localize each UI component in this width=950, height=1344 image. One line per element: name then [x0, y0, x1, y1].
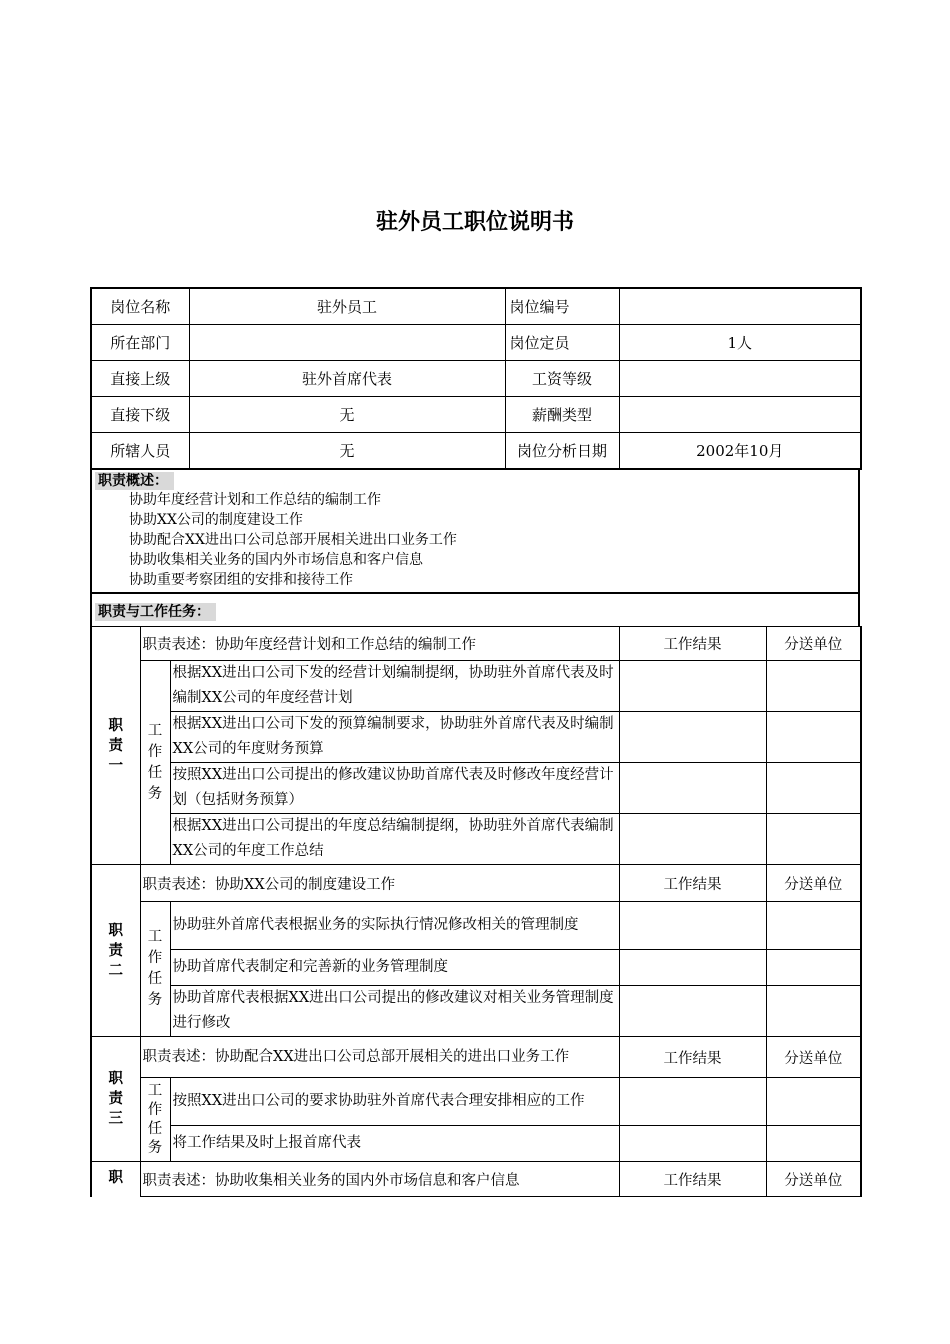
task-dest-cell	[766, 986, 861, 1037]
task-row	[91, 712, 861, 763]
duties-table	[90, 626, 862, 1197]
label-headcount: 岗位定员	[505, 325, 619, 361]
task-item: 根据XX进出口公司下发的预算编制要求，协助驻外首席代表及时编制XX公司的年度财务预算	[170, 712, 619, 763]
duty-2-desc: 职责表述：协助XX公司的制度建设工作	[140, 865, 619, 902]
label-direct-superior: 直接上级	[91, 361, 189, 397]
work-result-header: 工作结果	[619, 865, 766, 902]
label-position-name: 岗位名称	[91, 288, 189, 325]
task-result-cell	[619, 814, 766, 865]
task-item: 根据XX进出口公司下发的经营计划编制提纲，协助驻外首席代表及时编制XX公司的年度经营计划	[170, 661, 619, 712]
duty-row	[91, 627, 861, 661]
task-item: 将工作结果及时上报首席代表	[170, 1126, 619, 1162]
distribution-header: 分送单位	[766, 865, 861, 902]
value-analysis-date: 2002年10月	[619, 433, 861, 470]
value-headcount: 1人	[619, 325, 861, 361]
label-department: 所在部门	[91, 325, 189, 361]
task-item: 按照XX进出口公司提出的修改建议协助首席代表及时修改年度经营计划（包括财务预算）	[170, 763, 619, 814]
task-row	[91, 986, 861, 1037]
task-result-cell	[619, 661, 766, 712]
duty-3-task-label: 工 作 任 务	[140, 1078, 170, 1162]
task-row	[91, 661, 861, 712]
duty-4-label: 职	[91, 1162, 140, 1197]
label-analysis-date: 岗位分析日期	[505, 433, 619, 470]
duty-row	[91, 1162, 861, 1197]
task-result-cell	[619, 902, 766, 950]
value-position-name: 驻外员工	[189, 288, 505, 325]
duties-section-header	[90, 594, 860, 626]
distribution-header: 分送单位	[766, 1037, 861, 1078]
task-dest-cell	[766, 950, 861, 986]
duty-1-label: 职 责 一	[91, 627, 140, 865]
task-item: 协助首席代表制定和完善新的业务管理制度	[170, 950, 619, 986]
task-row	[91, 950, 861, 986]
info-row	[91, 288, 861, 325]
task-row	[91, 902, 861, 950]
task-result-cell	[619, 712, 766, 763]
task-row	[91, 1126, 861, 1162]
task-dest-cell	[766, 814, 861, 865]
info-row	[91, 325, 861, 361]
job-description-form	[90, 287, 860, 1197]
value-position-code	[619, 288, 861, 325]
duty-row	[91, 865, 861, 902]
duty-2-task-label: 工 作 任 务	[140, 902, 170, 1037]
document-title: 驻外员工职位说明书	[375, 210, 574, 235]
label-direct-subordinate: 直接下级	[91, 397, 189, 433]
summary-item: 协助年度经营计划和工作总结的编制工作	[129, 492, 381, 508]
duty-3-label: 职 责 三	[91, 1037, 140, 1162]
task-dest-cell	[766, 1078, 861, 1126]
label-position-code: 岗位编号	[505, 288, 619, 325]
label-pay-type: 薪酬类型	[505, 397, 619, 433]
task-result-cell	[619, 1078, 766, 1126]
basic-info-table	[90, 287, 862, 470]
distribution-header: 分送单位	[766, 627, 861, 661]
duty-3-desc: 职责表述：协助配合XX进出口公司总部开展相关的进出口业务工作	[140, 1037, 619, 1078]
task-row	[91, 763, 861, 814]
task-result-cell	[619, 986, 766, 1037]
task-item: 协助首席代表根据XX进出口公司提出的修改建议对相关业务管理制度进行修改	[170, 986, 619, 1037]
duty-4-desc: 职责表述：协助收集相关业务的国内外市场信息和客户信息	[140, 1162, 619, 1197]
value-salary-grade	[619, 361, 861, 397]
value-department	[189, 325, 505, 361]
duty-1-desc: 职责表述：协助年度经营计划和工作总结的编制工作	[140, 627, 619, 661]
summary-item: 协助重要考察团组的安排和接待工作	[129, 572, 353, 588]
task-dest-cell	[766, 1126, 861, 1162]
task-row	[91, 814, 861, 865]
label-staff-managed: 所辖人员	[91, 433, 189, 470]
work-result-header: 工作结果	[619, 627, 766, 661]
distribution-header: 分送单位	[766, 1162, 861, 1197]
task-item: 按照XX进出口公司的要求协助驻外首席代表合理安排相应的工作	[170, 1078, 619, 1126]
value-direct-superior: 驻外首席代表	[189, 361, 505, 397]
task-item: 根据XX进出口公司提出的年度总结编制提纲，协助驻外首席代表编制XX公司的年度工作总结	[170, 814, 619, 865]
duty-summary-section	[90, 470, 860, 594]
label-salary-grade: 工资等级	[505, 361, 619, 397]
value-pay-type	[619, 397, 861, 433]
value-direct-subordinate: 无	[189, 397, 505, 433]
task-dest-cell	[766, 661, 861, 712]
duty-2-label: 职 责 二	[91, 865, 140, 1037]
duty-1-task-label: 工 作 任 务	[140, 661, 170, 865]
duties-heading: 职责与工作任务：	[95, 603, 216, 621]
work-result-header: 工作结果	[619, 1162, 766, 1197]
duty-summary-heading: 职责概述：	[95, 472, 174, 490]
info-row	[91, 397, 861, 433]
summary-item: 协助配合XX进出口公司总部开展相关进出口业务工作	[129, 532, 457, 548]
info-row	[91, 433, 861, 470]
info-row	[91, 361, 861, 397]
task-result-cell	[619, 950, 766, 986]
summary-item: 协助XX公司的制度建设工作	[129, 512, 303, 528]
task-dest-cell	[766, 712, 861, 763]
task-item: 协助驻外首席代表根据业务的实际执行情况修改相关的管理制度	[170, 902, 619, 950]
work-result-header: 工作结果	[619, 1037, 766, 1078]
summary-item: 协助收集相关业务的国内外市场信息和客户信息	[129, 552, 423, 568]
task-result-cell	[619, 1126, 766, 1162]
task-dest-cell	[766, 763, 861, 814]
task-row	[91, 1078, 861, 1126]
value-staff-managed: 无	[189, 433, 505, 470]
duty-row	[91, 1037, 861, 1078]
task-dest-cell	[766, 902, 861, 950]
task-result-cell	[619, 763, 766, 814]
